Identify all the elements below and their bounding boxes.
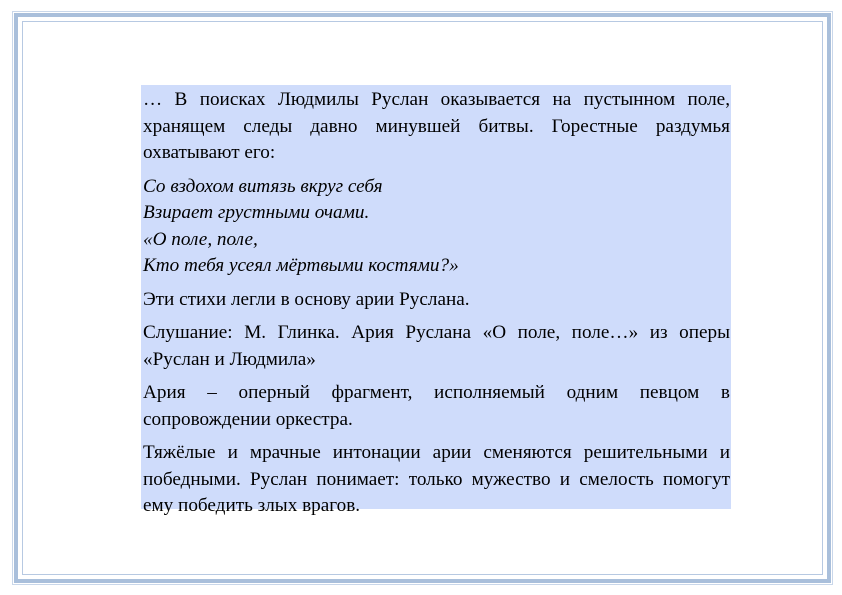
poem-line: Взирает грустными очами. <box>143 202 370 223</box>
text-block <box>141 85 731 516</box>
poem-line: Кто тебя усеял мёртвыми костями?» <box>143 255 459 276</box>
listening-paragraph: Слушание: М. Глинка. Ария Руслана «О поле, поле…» из оперы «Руслан и Людмила» <box>143 322 730 370</box>
conclusion-paragraph: Тяжёлые и мрачные интонации арии сменяются решительными и победными. Руслан понимает: только мужество и смелость помогут ему победить злых врагов. <box>143 442 730 516</box>
poem-line: Со вздохом витязь вкруг себя <box>143 175 383 197</box>
poem-quote <box>143 174 730 280</box>
poem-line: «О поле, поле, <box>143 228 258 250</box>
aria-basis-paragraph: Эти стихи легли в основу арии Руслана. <box>143 288 470 310</box>
aria-definition-paragraph: Ария – оперный фрагмент, исполняемый одним певцом в сопровождении оркестра. <box>143 382 730 430</box>
intro-paragraph: … В поисках Людмилы Руслан оказывается на пустынном поле, хранящем следы давно минувшей битвы. Горестные раздумья охватывают его: <box>143 89 730 163</box>
